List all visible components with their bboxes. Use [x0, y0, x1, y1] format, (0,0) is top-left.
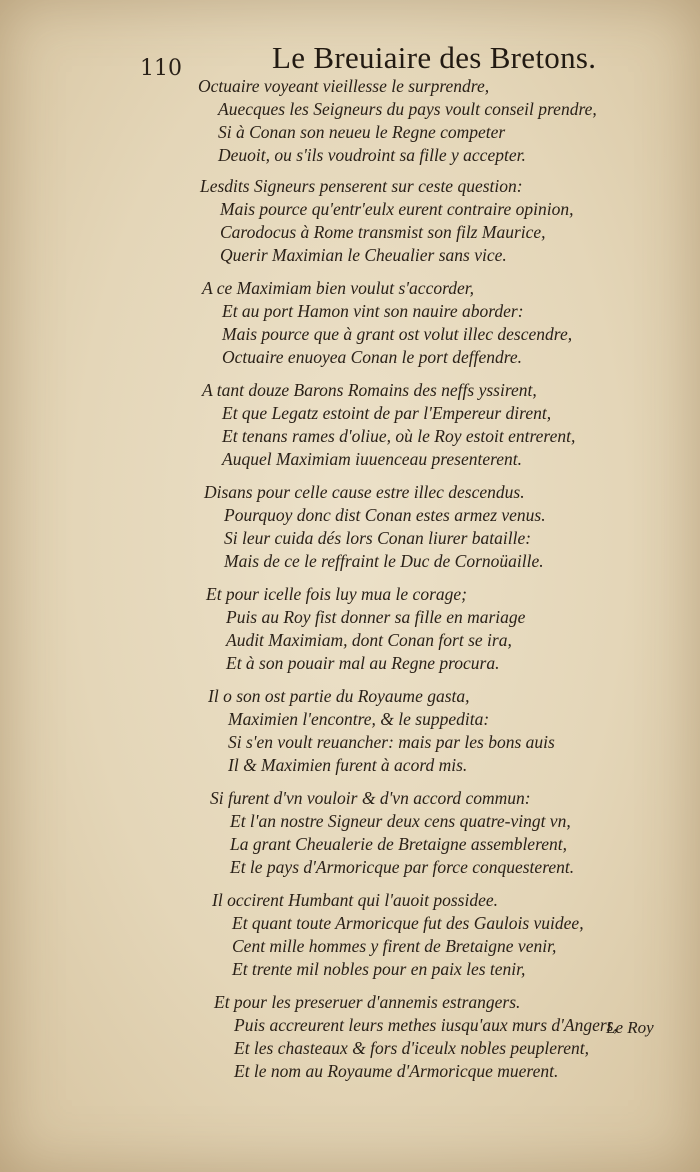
verse-line: Et tenans rames d'oliue, où le Roy estoit entrerent,: [222, 426, 576, 446]
verse-line: Et pour icelle fois luy mua le corage;: [206, 584, 467, 604]
verse-line: Lesdits Signeurs penserent sur ceste question:: [200, 176, 523, 196]
verse-line: Maximien l'encontre, & le suppedita:: [228, 709, 490, 729]
verse-line: Mais pource que à grant ost volut illec descendre,: [222, 324, 573, 344]
verse-line: Carodocus à Rome transmist son filz Maurice,: [220, 222, 546, 242]
verse-line: Et les chasteaux & fors d'iceulx nobles peuplerent,: [234, 1038, 589, 1058]
verse-line: Disans pour celle cause estre illec descendus.: [204, 482, 525, 502]
verse-line: Puis accreurent leurs methes iusqu'aux murs d'Angers,: [234, 1015, 618, 1035]
verse-line: Si leur cuida dés lors Conan liurer bataille:: [224, 528, 532, 548]
verse-line: Et le pays d'Armoricque par force conquesterent.: [230, 857, 575, 877]
verse-line: Si à Conan son neueu le Regne competer: [218, 122, 506, 142]
verse-line: Il & Maximien furent à acord mis.: [228, 755, 468, 775]
verse-line: Mais pource qu'entr'eulx eurent contraire opinion,: [220, 199, 574, 219]
verse-line: Deuoit, ou s'ils voudroint sa fille y accepter.: [218, 145, 526, 165]
verse-line: Il occirent Humbant qui l'auoit possidee.: [212, 890, 498, 910]
verse-line: Pourquoy donc dist Conan estes armez venus.: [224, 505, 546, 525]
page-number: 110: [140, 56, 182, 81]
verse-line: Et quant toute Armoricque fut des Gaulois vuidee,: [232, 913, 584, 933]
running-title: Le Breuiaire des Bretons.: [272, 40, 597, 75]
verse-line: Cent mille hommes y firent de Bretaigne venir,: [232, 936, 557, 956]
verse-line: Mais de ce le reffraint le Duc de Cornoüaille.: [224, 551, 544, 571]
verse-line: Et l'an nostre Signeur deux cens quatre-vingt vn,: [230, 811, 571, 831]
verse-line: Octuaire enuoyea Conan le port deffendre.: [222, 347, 523, 367]
verse-line: La grant Cheualerie de Bretaigne assemblerent,: [230, 834, 567, 854]
verse-line: Et au port Hamon vint son nauire aborder:: [222, 301, 524, 321]
verse-line: Et à son pouair mal au Regne procura.: [226, 653, 500, 673]
verse-line: Auquel Maximiam iuuenceau presenterent.: [222, 449, 523, 469]
verse-line: Et que Legatz estoint de par l'Empereur dirent,: [222, 403, 552, 423]
verse-line: Et le nom au Royaume d'Armoricque muerent.: [234, 1061, 559, 1081]
verse-line: Auecques les Seigneurs du pays voult conseil prendre,: [218, 99, 597, 119]
verse-line: Querir Maximian le Cheualier sans vice.: [220, 245, 507, 265]
verse-line: Si furent d'vn vouloir & d'vn accord commun:: [210, 788, 531, 808]
catchword: Le Roy: [606, 1018, 654, 1037]
verse-line: Puis au Roy fist donner sa fille en mariage: [226, 607, 526, 627]
verse-line: Octuaire voyeant vieillesse le surprendre,: [198, 76, 490, 96]
verse-line: Et trente mil nobles pour en paix les tenir,: [232, 959, 526, 979]
verse-line: A ce Maximiam bien voulut s'accorder,: [202, 278, 475, 298]
verse-line: Et pour les preseruer d'annemis estrangers.: [214, 992, 521, 1012]
verse-line: Il o son ost partie du Royaume gasta,: [208, 686, 470, 706]
verse-line: A tant douze Barons Romains des neffs yssirent,: [202, 380, 537, 400]
verse-line: Audit Maximiam, dont Conan fort se ira,: [226, 630, 512, 650]
verse-line: Si s'en voult reuancher: mais par les bons auis: [228, 732, 555, 752]
